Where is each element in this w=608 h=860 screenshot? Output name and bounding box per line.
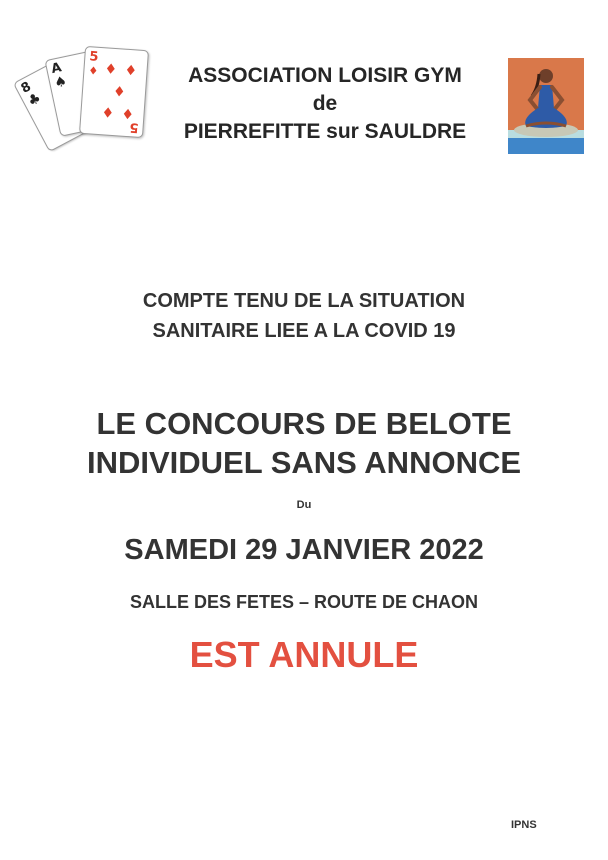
association-name: ASSOCIATION LOISIR GYM — [188, 64, 462, 87]
covid-situation-notice — [0, 286, 608, 346]
situation-line-1: COMPTE TENU DE LA SITUATION — [142, 290, 466, 312]
event-title-line-1: LE CONCOURS DE BELOTE — [96, 406, 512, 441]
card-rank: 8 — [18, 79, 34, 97]
diamond-icon: ♦ — [120, 106, 135, 124]
event-title — [0, 404, 608, 482]
card-rank: 5 — [129, 119, 140, 135]
event-date: SAMEDI 29 JANVIER 2022 — [124, 534, 484, 566]
diamond-icon: ♦ — [112, 83, 127, 101]
association-preposition: de — [312, 92, 338, 115]
playing-cards-icon — [18, 44, 152, 150]
du-label: Du — [296, 499, 312, 511]
diamond-icon: ♦ — [100, 105, 115, 123]
diamond-icon: ♦ — [123, 62, 138, 80]
diamond-icon: ♦ — [104, 61, 118, 79]
situation-line-2: SANITAIRE LIEE A LA COVID 19 — [152, 320, 456, 342]
spade-icon: ♠ — [52, 73, 69, 92]
event-venue: SALLE DES FETES – ROUTE DE CHAON — [129, 592, 479, 612]
ipns-mark: IPNS — [511, 819, 537, 831]
association-header — [150, 62, 500, 146]
association-town: PIERREFITTE sur SAULDRE — [183, 120, 467, 143]
card-rank: A — [49, 60, 63, 78]
card-rank: 5 — [88, 49, 99, 65]
diamond-icon: ♦ — [87, 64, 99, 78]
card-five-diamonds — [79, 46, 149, 138]
yoga-woman-icon — [508, 58, 584, 154]
club-icon: ♣ — [25, 90, 44, 111]
event-title-line-2: INDIVIDUEL SANS ANNONCE — [86, 445, 522, 480]
cancellation-status: EST ANNULE — [189, 634, 419, 675]
